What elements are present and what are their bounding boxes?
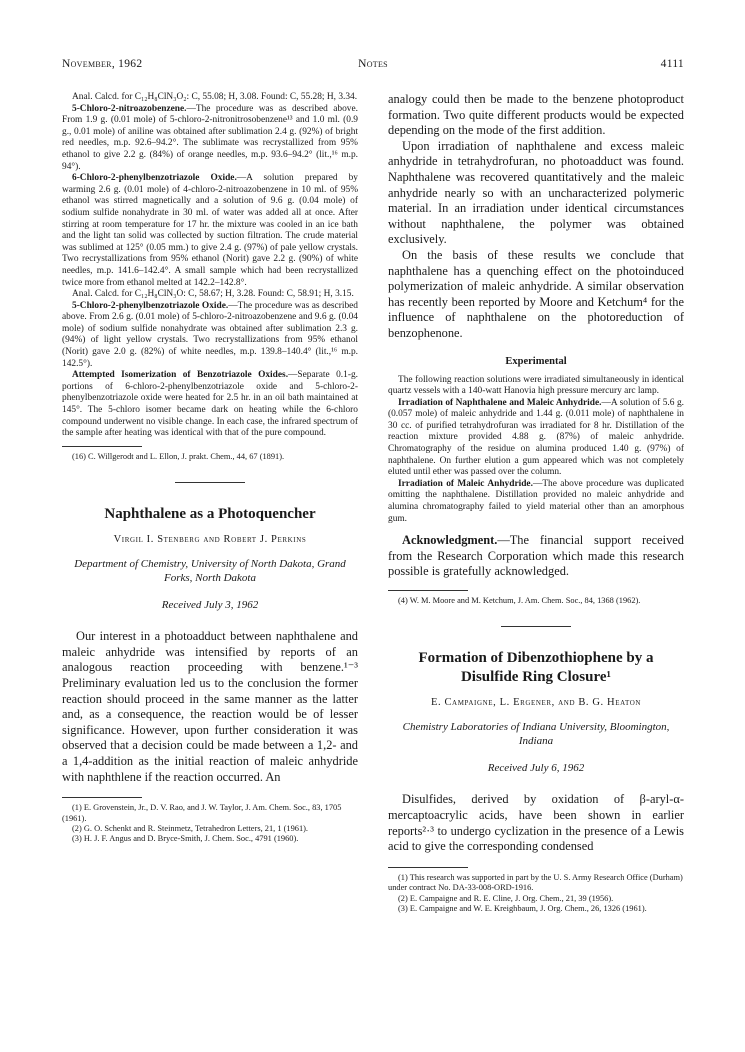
footnote-rule xyxy=(388,590,468,591)
paragraph-text: —Separate 0.1-g. portions of 6-chloro-2-phenylbenzotriazole oxide and 5-chloro-2-phenylbenzotriazole oxide were heated for 2.5 hr. in an oil bath maintained at 145°. The 5-chloro isomer became dark on heating while the 6-chloro compound underwent no visible change. In each case, the infrared spectrum of the sample after heating was identical with that of the pure compound. xyxy=(62,370,358,439)
page-number: 4111 xyxy=(660,58,684,70)
header-section: Notes xyxy=(358,58,388,70)
experimental-paragraph: The following reaction solutions were irradiated simultaneously in identical quartz vessels with a 140-watt Hanovia high pressure mercury arc lamp. xyxy=(388,374,684,397)
footnote: (4) W. M. Moore and M. Ketchum, J. Am. Chem. Soc., 84, 1368 (1962). xyxy=(398,596,641,605)
article-affiliation: Department of Chemistry, University of North Dakota, Grand Forks, North Dakota xyxy=(74,558,346,585)
article-affiliation: Chemistry Laboratories of Indiana University, Bloomington, Indiana xyxy=(402,721,670,748)
run-in-heading: Irradiation of Naphthalene and Maleic Anhydride. xyxy=(398,397,602,408)
received-date: Received July 3, 1962 xyxy=(161,599,259,612)
experimental-heading: Experimental xyxy=(505,355,567,367)
body-paragraph: On the basis of these results we conclude that naphthalene has a quenching effect on the photoinduced polymerization of maleic anhydride. A similar observation has recently been reported by Moore and Ketchum⁴ for the influence of naphthalene on the photoreduction of benzophenone. xyxy=(388,247,684,340)
footnote-block xyxy=(388,596,684,606)
procedure-paragraph xyxy=(62,301,358,371)
footnote: (1) This research was supported in part by the U. S. Army Research Office (Durham) under contract No. DA-33-008-ORD-1916. xyxy=(388,872,683,893)
footnote-rule xyxy=(62,446,142,447)
paragraph-text: —A solution prepared by warming 2.6 g. (0.01 mole) of 4-chloro-2-nitroazobenzene in 10 ml. of 95% ethanol was stirred magnetically and a solution of 9.6 g. (0.04 mole) of sodium sulfide nonahydrate in 30 ml. of water was added all at once. After stirring at room temperature for 17 hr. the mixture was cooled in an ice bath and the light tan solid was collected by suction filtration. The crude material was sublimed at 125° (0.05 mm.) to give 2.4 g. (97%) of pale yellow crystals. Two recrystallizations from 95% ethanol (Norit) gave 2.2 g. (90%) of white needles, m.p. 141.6–142.4°. A small sample which had been recrystallized twice more from ethanol melted at 142.2–142.8°. xyxy=(62,173,358,288)
footnote: (16) C. Willgerodt and L. Ellon, J. prakt. Chem., 44, 67 (1891). xyxy=(72,451,285,461)
paragraph-text: —A solution of 5.6 g. (0.057 mole) of maleic anhydride and 1.44 g. (0.011 mole) of naphthalene in 30 cc. of purified tetrahydrofuran was irradiated for 8 hr. Distillation of the reaction mixture provided 4.88 g. (87%) of maleic anhydride. Chromatography of the residue on alumina produced 1.40 g. (97%) of naphthalene. On further elution a gum appeared which was not completely eluted until ether was passed over the column. xyxy=(388,397,684,478)
intro-paragraph: Our interest in a photoadduct between naphthalene and maleic anhydride was intensified by reports of an analogous reaction proceeding with benzene.¹⁻³ Preliminary evaluation led us to the conclusion the former reaction should proceed in the same manner as the latter and, as a consequence, the reaction would be of lesser significance. However, upon further consideration it was observed that a decision could be made between a 1,2- and a 1,4-addition as the initial reaction of maleic anhydride with naphthlene if the reaction occurred. An xyxy=(62,629,358,784)
continued-experimental xyxy=(62,92,358,440)
article-body xyxy=(388,792,684,854)
analysis-paragraph: Anal. Calcd. for C₁₂H₈ClN₃O₂: C, 55.08; H, 3.08. Found: C, 55.28; H, 3.34. xyxy=(72,92,358,102)
footnote-rule xyxy=(388,867,468,868)
body-paragraph: Upon irradiation of naphthalene and excess maleic anhydride in tetrahydrofuran, no photoadduct was found. Naphthalene was recovered quantitatively and the maleic anhydride nearly so with an uncharacterized polymeric material. In an irradiation under identical circumstances without naphthalene, the polymer was obtained exclusively. xyxy=(388,138,684,247)
footnote: (3) E. Campaigne and W. E. Kreighbaum, J. Org. Chem., 26, 1326 (1961). xyxy=(398,904,647,913)
acknowledgment-paragraph xyxy=(388,533,684,580)
footnote-block xyxy=(62,452,358,462)
article-separator xyxy=(501,626,571,627)
procedure-paragraph xyxy=(62,370,358,440)
run-in-heading: 5-Chloro-2-phenylbenzotriazole Oxide. xyxy=(72,300,229,311)
run-in-heading: 5-Chloro-2-nitroazobenzene. xyxy=(72,103,187,114)
experimental-paragraph xyxy=(388,398,684,479)
body-paragraph: analogy could then be made to the benzene photoproduct formation. Two quite different products would be expected depending on the mode of the first addition. xyxy=(388,92,684,138)
article-separator xyxy=(175,482,245,483)
footnote-block xyxy=(62,803,358,845)
intro-paragraph: Disulfides, derived by oxidation of β-aryl-α-mercaptoacrylic acids, have been shown in earlier reports²·³ to undergo cyclization in the presence of a Lewis acid to give the corresponding condensed xyxy=(388,792,684,854)
header-date: November, 1962 xyxy=(62,58,143,70)
experimental-section xyxy=(388,375,684,526)
experimental-paragraph xyxy=(388,479,684,525)
acknowledgment xyxy=(388,533,684,580)
run-in-heading: Attempted Isomerization of Benzotriazole Oxides. xyxy=(72,370,289,381)
article-authors: Virgil I. Stenberg and Robert J. Perkins xyxy=(113,534,307,546)
paragraph-text: —The above procedure was duplicated omitting the naphthalene. Distillation provided no maleic anhydride and alumina chromatography failed to yield material other than an amorphous gum. xyxy=(388,478,684,524)
article-body-continued xyxy=(388,92,684,342)
paragraph-text: —The financial support received from the Research Corporation which made this research possible is gratefully acknowledged. xyxy=(388,533,684,579)
right-column xyxy=(388,92,684,914)
footnote-rule xyxy=(62,797,142,798)
footnote: (2) G. O. Schenkt and R. Steinmetz, Tetrahedron Letters, 21, 1 (1961). xyxy=(72,823,309,833)
paragraph-text: —The procedure was as described above. From 2.6 g. (0.01 mole) of 5-chloro-2-nitroazobenzene and 9.6 g. (0.04 mole) of sodium sulfide nonahydrate was obtained after sublimation 2.3 g. (94%) of light yellow crystals. Two recrystallizations from 95% ethanol (Norit) gave 2.0 g. (82%) of white needles, m.p. 139.8–140.4° (lit.,¹⁶ m.p. 142.5°). xyxy=(62,300,358,369)
running-header xyxy=(62,58,684,74)
run-in-heading: Acknowledgment. xyxy=(402,533,498,548)
procedure-paragraph xyxy=(62,173,358,289)
footnote: (3) H. J. F. Angus and D. Bryce-Smith, J. Chem. Soc., 4791 (1960). xyxy=(72,834,299,844)
left-column xyxy=(62,92,358,845)
paragraph-text: —The procedure was as described above. From 1.9 g. (0.01 mole) of 5-chloro-2-nitronitrosobenzene¹³ and 1.0 ml. (0.9 g., 0.01 mole) of aniline was obtained after sublimation 2.4 g. (92%) of bright red needles, m.p. 92.6–94.2°. The sublimate was recrystallized from 95% ethanol to give 2.2 g. (84%) of orange needles, m.p. 93.6–94.2° (lit.,¹⁶ m.p. 94°). xyxy=(62,103,358,172)
article-title: Naphthalene as a Photoquencher xyxy=(104,506,316,523)
article-authors: E. Campaigne, L. Ergener, and B. G. Heaton xyxy=(430,697,642,709)
article-title: Formation of Dibenzothiophene by a Disulfide Ring Closure¹ xyxy=(418,650,654,686)
article-body xyxy=(62,629,358,785)
footnote-block xyxy=(388,873,684,915)
analysis-paragraph: Anal. Calcd. for C₁₂H₈ClN₃O: C, 58.67; H, 3.28. Found: C, 58.91; H, 3.15. xyxy=(72,289,354,300)
run-in-heading: 6-Chloro-2-phenylbenzotriazole Oxide. xyxy=(72,173,237,184)
procedure-paragraph xyxy=(62,104,358,174)
footnote: (2) E. Campaigne and R. E. Cline, J. Org. Chem., 21, 39 (1956). xyxy=(398,893,614,903)
run-in-heading: Irradiation of Maleic Anhydride. xyxy=(398,478,533,489)
received-date: Received July 6, 1962 xyxy=(487,762,585,775)
footnote: (1) E. Grovenstein, Jr., D. V. Rao, and J. W. Taylor, J. Am. Chem. Soc., 83, 1705 (1961). xyxy=(62,803,342,823)
